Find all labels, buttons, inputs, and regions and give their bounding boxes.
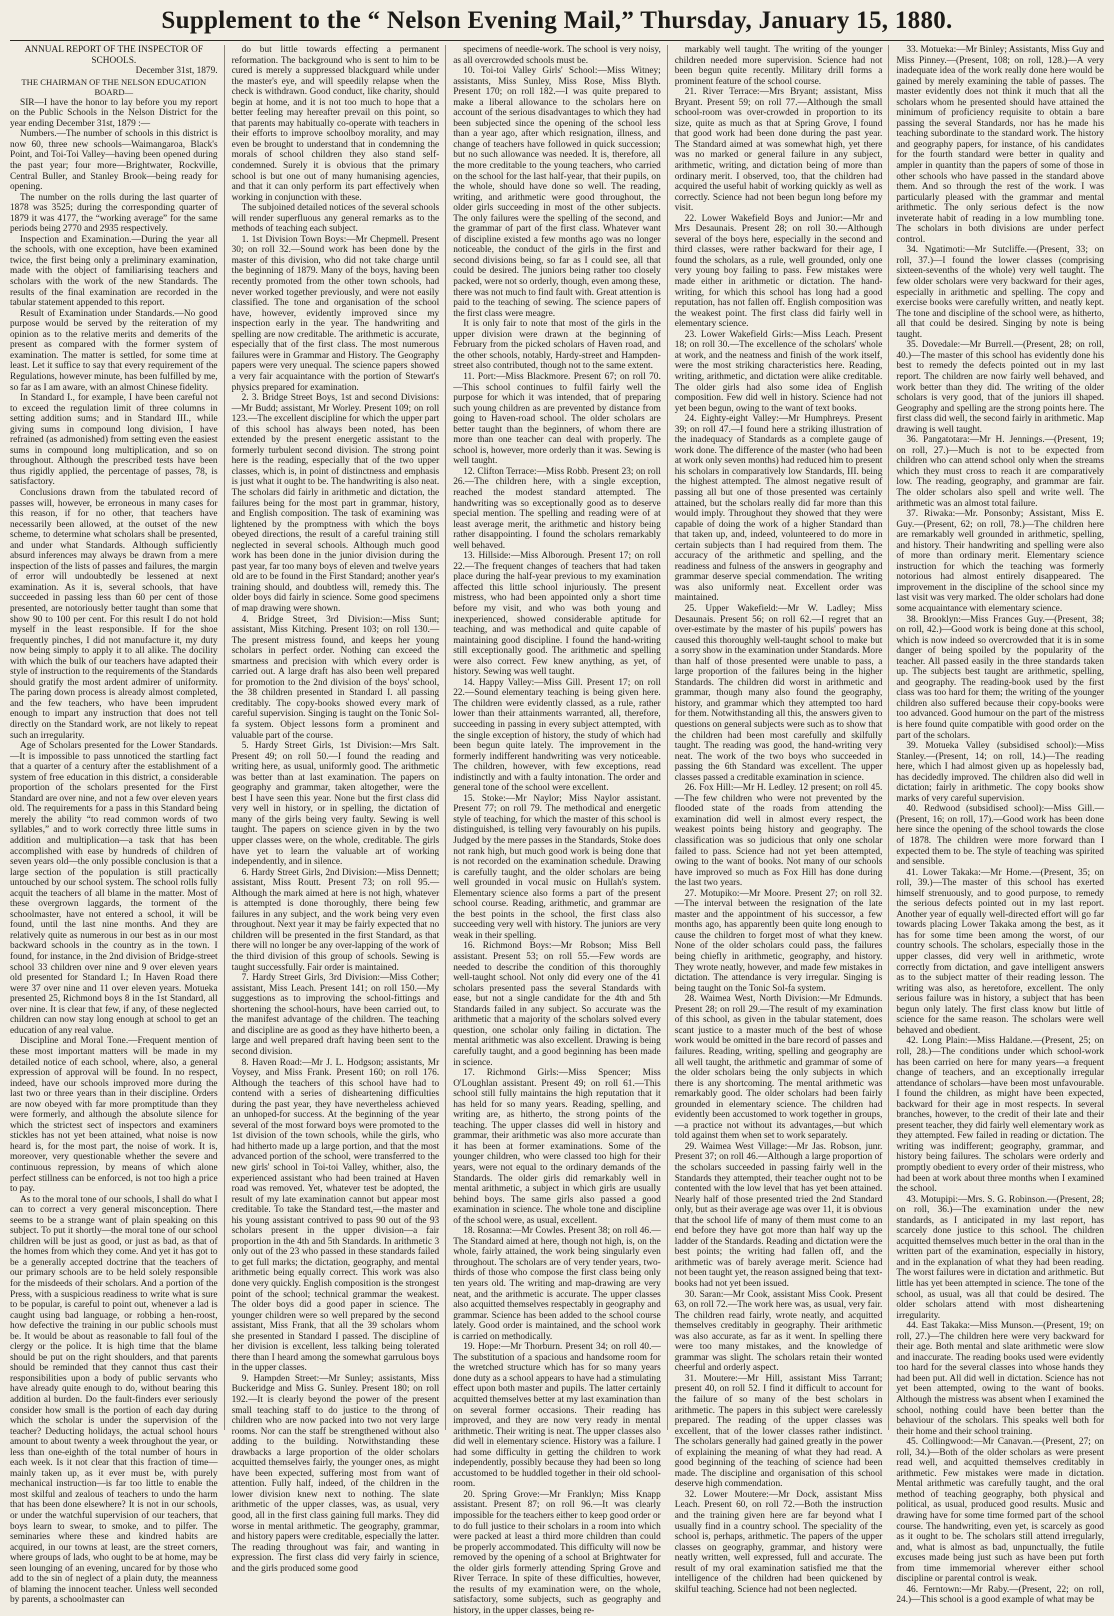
paragraph: Inspection and Examination.—During the year all the schools, with one exception, have been examined twice, the first being only a preliminary examination, made with the object of familiarising teachers and scholars with the work of the new Standards. The results of the final examination are recorded in the tabular statement appended to this report. <box>10 234 218 309</box>
paragraph: As to the moral tone of our schools, I shall do what I can to correct a very general misconception. There seems to be a strange want of plain speaking on this subject. To put it shortly—the moral tone of our school children will be just as good, or just as bad, as that of the homes from which they come. And yet it has got to be a generally accepted doctrine that the teachers of our primary schools are to be held solely responsible for the misdeeds of their scholars. And a portion of the Press, with a suspicious readiness to write what is sure to be popular, is careful to point out, whenever a lad is caught using bad language, or robbing a hen-roost, how defective the training in our public schools must be. It would be about as reasonable to fall foul of the clergy or the police. It is high time that the blame should be put on the right shoulders, and that parents should be reminded that they cannot thus cast their responsibilities upon a body of public servants who have already quite enough to do, without bearing this addition al burden. Do the fault-finders ever seriously consider how small is the portion of each day during which the scholar is under the supervision of the teacher? Deducting holidays, the actual school hours amount to about twenty a week throughout the year, or less than one-eighth of the total number of hours in each week. Is it not clear that this fraction of time—mainly taken up, as it ever must be, with purely mechanical instruction—is far too little to enable the most skilful and zealous of teachers to undo the harm that has been done elsewhere? It is not in our schools, or under the watchful supervision of our teachers, that boys learn to swear, to smoke, and to pilfer. The seminaries where these and kindred habits are acquired, in our towns at least, are the street corners, where groups of lads, who ought to be at home, may be seen lounging of an evening, uncared for by those who add to the sin of neglect of a plain duty, the meanness of blaming the innocent teacher. Unless well seconded by parents, a schoolmaster can <box>10 1194 218 1606</box>
report-heading: ANNUAL REPORT OF THE INSPECTOR OF SCHOOLS. <box>24 45 204 66</box>
report-date: December 31st, 1879. <box>135 66 218 77</box>
paragraph: 43. Motupipi:—Mrs. S. G. Robinson.—(Present, 28; on roll, 36.)—The examination under the new standards, as I anticipated in my last report, has scarcely done justice to this school. The children acquitted themselves much better in the oral than in the written part of the examination, especially in history, and in the explanation of what they had been reading. The worst failures were in dictation and arithmetic. But little has yet been attempted in science. The tone of the school, as usual, was all that could be desired. The older scholars attend with most disheartening irregularity. <box>896 1194 1104 1321</box>
paragraph: 46. Ferntown:—Mr Raby.—(Present, 22; on roll, 24.)—This school is a good example of what may be <box>896 1584 1104 1606</box>
paragraph: 2. 3. Bridge Street Boys, 1st and second Divisions:—Mr Budd; assistant, Mr Worley. Present 109; on roll 123.—The excellent discipline for which the upper part of this school has always been noted, has been extended by the present energetic assistant to the formerly turbulent second division. The strong point here is the reading, especially that of the two upper classes, which is, in point of distinctness and emphasis is just what it ought to be. The handwriting is also neat. The scholars did fairly in arithmetic and dictation, the failures being for the most part in grammar, history, and English composition. The task of examining was lightened by the promptness with which the boys obeyed directions, the result of a careful training still neglected in several schools. Although much good work has been done in the junior division during the past year, far too many boys of eleven and twelve years old are to be found in the First Standard; another year's training should, and doubtless will, remedy this. The older boys did fairly in science. Some good specimens of map drawing were shown. <box>231 393 440 614</box>
paragraph: The subjoined detailed notices of the several schools will render superfluous any general remarks as to the methods of teaching each subject. <box>231 203 440 235</box>
paragraph: 38. Brooklyn:—Miss Frances Guy.—(Present, 38; on roll, 42.)—Good work is being done at this school, which is now indeed so overcrowded that it is in some danger of being spoiled by the popularity of the teacher. All passed easily in the three standards taken up. The subjects best taught are arithmetic, spelling, and geography. The reading-book used by the first class was too hard for them; the writing of the younger children also suffered because their copy-books were too advanced. Good humour on the part of the mistress is here found quite compatible with good order on the part of the scholars. <box>896 614 1104 741</box>
paragraph: 13. Hillside:—Miss Alborough. Present 17; on roll 22.—The frequent changes of teachers that had taken place during the half-year previous to my examination affected this little school injuriously. The present mistress, who had been appointed only a short time before my visit, and who was both young and inexperienced, showed considerable aptitude for teaching, and was methodical and quite capable of maintaining good discipline. I found the hand-writing still exceptionally good. The arithmetic and spelling were also correct. Few knew anything, as yet, of history. Sewing was well taught. <box>453 551 661 678</box>
paragraph: 28. Waimea West, North Division:—Mr Edmunds. Present 28; on roll 29.—The result of my examination of this school, as given in the tabular statement, does scant justice to a master much of the best of whose work would be omitted in the bare record of passes and failures. Reading, writing, spelling and geography are all well taught, the arithmetic and grammar of some of the older scholars being the only subjects in which there is any shortcoming. The mental arithmetic was remarkably good. The older scholars had been fairly grounded in elementary science. The children had evidently been accustomed to work together in groups,—a practice not without its advantages,—but which told against them when set to work separately. <box>674 994 883 1142</box>
paragraph: 29. Waimea West Village:—Mr Jas. Robson, junr. Present 37; on roll 46.—Although a large proportion of the scholars succeeded in passing fairly well in the Standards they attempted, their teacher ought not to be contented with the low level that has yet been attained. Nearly half of those presented tried the 2nd Standard only, but as their average age was over 11, it is obvious that the school life of many of them must come to an end before they have got more than half way up the ladder of the Standards. Reading and dictation were the best points; the writing had fallen off, and the arithmetic was of barely average merit. Science had not been taught yet, the reason assigned being that text-books had not yet been issued. <box>674 1141 883 1289</box>
paragraph: 20. Spring Grove:—Mr Franklyn; Miss Knapp assistant. Present 87; on roll 96.—It was clearly impossible for the teachers either to keep good order or to do full justice to their scholars in a room into which were packed at least a third more children than could be properly accommodated. This difficulty will now be removed by the opening of a school at Brightwater for the older girls formerly attending Spring Grove and River Terrace. In spite of these difficulties, however, the results of my examination were, on the whole, satisfactory, some subjects, such as geography and history, in the upper classes, being re- <box>453 1489 661 1616</box>
paragraph: 16. Richmond Boys:—Mr Robson; Miss Bell assistant. Present 53; on roll 55.—Few words are needed to describe the condition of this thoroughly well-taught school. Not only did every one of the 41 scholars presented pass the several Standards with ease, but not a single candidate for the 4th and 5th Standards failed in any subject. So accurate was the arithmetic that a majority of the scholars solved every question, one scholar only failing in dictation. The mental arithmetic was also excellent. Drawing is being carefully taught, and a good beginning has been made in science. <box>453 941 661 1068</box>
column-1 <box>10 45 225 1606</box>
paragraph: do but little towards effecting a permanent reformation. The background who is sent to him to be cured is merely a suppressed blackguard while under the master's eye, and will speedily relapse when the check is withdrawn. Good conduct, like charity, should begin at home, and it is not too much to hope that a better feeling may hereafter prevail on this point, so that parents may habitually co-operate with teachers in their efforts to improve schoolboy morality, and may even be brought to understand that in condemning the morals of school children they also stand self-condemned. Surely it is obvious that the primary school is but one out of many humanising agencies, and that it can only perform its part effectively when working in conjunction with these. <box>231 45 440 203</box>
paragraph: SIR—I have the honor to lay before you my report on the Public Schools in the Nelson District for the year ending December 31st, 1879 :— <box>10 97 218 129</box>
paragraph: 42. Long Plain:—Miss Haldane.—(Present, 25; on roll, 28.)—The conditions under which school-work has been carried on here for many years—a frequent change of teachers, and an exceptionally irregular attendance of scholars—have been most unfavourable. I found the children, as might have been expected, backward for their age in most respects. In several branches, however, to the credit of their late and their present teacher, they did fairly well elementary work as they attempted. Few failed in reading or dictation. The writing was indifferent; geography, grammar, and history being failures. The scholars were orderly and promptly obedient to every order of their mistress, who had been at work about three months when I examined the school. <box>896 1036 1104 1195</box>
column-2 <box>231 45 447 1574</box>
paragraph: 1. 1st Division Town Boys:—Mr Chepmell. Present 30; on roll 32.—Sound work has been done by the master of this division, who did not take charge until the beginning of 1879. Many of the boys, having been recently promoted from the other town schools, had never worked together previously, and were not easily classified. The tone and organisation of the school have, however, evidently improved since my inspection early in the year. The handwriting and spelling are now creditable. The arithmetic is accurate, especially that of the first class. The most numerous failures were in Grammar and History. The Geography papers were very unequal. The science papers showed a very fair acquaintance with the portion of Stewart's physics prepared for examination. <box>231 234 440 393</box>
paragraph: 34. Ngatimoti:—Mr Sutcliffe.—(Present, 33; on roll, 37.)—I found the lower classes (comprising sixteen-sevenths of the whole) very well taught. The few older scholars were very backward for their ages, especially in arithmetic and spelling. The copy and exercise books were carefully written, and neatly kept. The tone and discipline of the school were, as hitherto, all that could be desired. Singing by note is being taught. <box>896 245 1104 340</box>
paragraph: specimens of needle-work. The school is very noisy, as all overcrowded schools must be. <box>453 45 661 66</box>
paragraph: 11. Port:—Miss Blackmore. Present 67; on roll 70.—This school continues to fulfil fairly well the purpose for which it was intended, that of preparing such young children as are prevented by distance from going to Haven-road school. The older scholars are better taught than the beginners, of whom there are more than one teacher can deal with properly. The school is, however, more orderly than it was. Sewing is well taught. <box>453 371 661 467</box>
paragraph: It is only fair to note that most of the girls in the upper division were drawn at the beginning of February from the picked scholars of Haven road, and the other schools, notably, Hardy-street and Hampden-street also contributed, though not to the same extent. <box>453 319 661 372</box>
paragraph: 31. Moutere:—Mr Hill, assistant Miss Tarrant; present 40, on roll 52. I find it difficult to account for the failure of so many of the best scholars in arithmetic. The papers in this subject were carelessly prepared. The reading of the upper classes was excellent, that of the lower classes rather indistinct. The scholars generally had gained greatly in the power of explaining the meaning of what they had read. A good beginning of the teaching of science had been made. The discipline and organisation of this school deserve high commendation. <box>674 1373 883 1490</box>
paragraph: 8. Haven Road:—Mr J. L. Hodgson; assistants, Mr Voysey, and Miss Frank. Present 160; on roll 176. Although the teachers of this school have had to contend with a series of disheartening difficulties during the past year, they have nevertheless achieved an unhoped-for success. At the beginning of the year several of the most forward boys were promoted to the 1st division of the town schools, while the girls, who had hitherto made up a large portion, and that the most advanced portion of the school, were transferred to the new girls' school in Toi-toi Valley, whither, also, the experienced assistant who had been trained at Haven road was removed. Yet, whatever test be adopted, the result of my late examination cannot but appear most creditable. To take the Standard test,—the master and his young assistant contrived to pass 90 out of the 93 scholars present in the upper division—a fair proportion in the 4th and 5th Standards. In arithmetic 3 only out of the 23 who passed in these standards failed to get full marks; the dictation, geography, and mental arithmetic being equally correct. This work was also done very quickly. English composition is the strongest point of the school; technical grammar the weakest. The older boys did a good paper in science. The younger children were so well prepared by the second assistant, Miss Frank, that all the 39 scholars whom she presented in Standard I passed. The discipline of her division is excellent, less talking being tolerated there than I heard among the somewhat garrulous boys in the upper classes. <box>231 1057 440 1374</box>
paragraph: Age of Scholars presented for the Lower Standards.—It is impossible to pass unnoticed the startling fact that a quarter of a century after the establishment of a system of free education in this district, a considerable proportion of the scholars presented for the First Standard are over nine, and not a few over eleven years old. The requirements for a pass in this Standard being merely the ability “to read common words of two syllables,” and to work correctly three little sums in addition and multiplication—a task that has been accomplished with ease by hundreds of children of seven years old—the only possible conclusion is that a large section of the population is still practically untouched by our school system. The school rolls fully acquit the teachers of all blame in the matter. Most of these overgrown laggards, the torment of the schoolmaster, have not entered a school, it will be found, until the last nine months. And they are relatively quite as numerous in our best as in our most backward schools in the country as in the town. I found, for instance, in the 2nd division of Bridge-street school 33 children over nine and 9 over eleven years old presented for Standard I.; In Haven Road there were 37 over nine and 11 over eleven years. Motueka presented 25, Richmond boys 8 in the 1st Standard, all over nine. It is clear that few, if any, of these neglected children can now stay long enough at school to get an education of any real value. <box>10 741 218 1036</box>
paragraph: 30. Saran:—Mr Cook, assistant Miss Cook. Present 63, on roll 72.—The work here was, as usual, very fair. The children read fairly, wrote neatly, and acquitted themselves creditably in geography. Their arithmetic was also accurate, as far as it went. In spelling there were too many mistakes, and the knowledge of grammar was slight. The scholars retain their wonted cheerful and orderly aspect. <box>674 1289 883 1374</box>
paragraph: 35. Dovedale:—Mr Burrell.—(Present, 28; on roll, 40.)—The master of this school has evidently done his best to remedy the defects pointed out in my last report. The children are now fairly well behaved, and work better than they did. The writing of the older scholars is very good, that of the juniors ill shaped. Geography and spelling are the strong points here. The first class did well, the second fairly in arithmetic. Map drawing is well taught. <box>896 340 1104 435</box>
column-5 <box>896 45 1104 1606</box>
paragraph: 44. East Takaka:—Miss Munson.—(Present, 19; on roll, 27.)—The children here were very backward for their age. Both mental and slate arithmetic were slow and inaccurate. The reading books used were evidently too hard for the several classes into whose hands they had been put. All did well in dictation. Science has not yet been attempted, owing to the want of books. Although the mistress was absent when I examined the school, nothing could have been better than the behaviour of the scholars. This speaks well both for their home and their school training. <box>896 1321 1104 1437</box>
masthead-rule <box>10 40 1104 41</box>
paragraph: 9. Hampden Street:—Mr Sunley; assistants, Miss Buckeridge and Miss G. Sunley. Present 180; on roll 192.—It is clearly beyond the power of the present small teaching staff to do justice to the throng of children who are now packed into two not very large rooms. Nor can the staff be strengthened without also adding to the building. Notwithstanding these drawbacks a large proportion of the older scholars acquitted themselves fairly, the younger ones, as might have been expected, suffering most from want of attention. Fully half, indeed, of the children in the lower division knew next to nothing. The slate arithmetic of the upper classes, was, as usual, very good, all in the first class gaining full marks. They did worse in mental arithmetic. The geography, grammar, and history papers were creditable, especially the latter. The reading throughout was fair, and wanting in expression. The first class did very fairly in science, and the girls produced some good <box>231 1373 440 1574</box>
paragraph: 6. Hardy Street Girls, 2nd Division:—Miss Dennett; assistant, Miss Routt. Present 73; on roll 95.—Although the mark aimed at here is not high, whatever is attempted is done thoroughly, there being few failures in any subject, and the work being very even throughout. Next year it may be fairly expected that no children will be presented in the first Standard, as that there will no longer be any over-lapping of the work of the third division of this group of schools. Sewing is taught successfully. Fair order is maintained. <box>231 867 440 973</box>
paragraph: 15. Stoke:—Mr Naylor; Miss Naylor assistant. Present 77; on roll 79. The methodical and energetic style of teaching, for which the master of this school is distinguished, is telling very favourably on his pupils. Judged by the mere passes in the Standards, Stoke does not rank high, but much good work is being done that is not recorded on the examination schedule. Drawing is carefully taught, and the older scholars are being well grounded in vocal music on Hullah's system. Elementary science also forms a part of the present school course. Reading, arithmetic, and grammar are the best points in the school, the first class also succeeding very well with history. The juniors are very weak in their spelling. <box>453 793 661 941</box>
paragraph: Conclusions drawn from the tabulated record of passes will, however, be erroneous in many cases for this reason, if for no other, that teachers have necessarily been allowed, at the outset of the new scheme, to determine what scholars shall be presented, and under what Standards. Although sufficiently absurd inferences may always be drawn from a mere inspection of the lists of passes and failures, the margin of error will undoubtedly be lessened at next examination. As it is, several schools, that have succeeded in passing less than 60 per cent of those presented, are notoriously better taught than some that show 90 to 100 per cent. For this result I do not hold myself in the least responsible. If for the shoe frequently pinches, I did not manufacture it, my duty now being simply to apply it to all alike. The docility with which the bulk of our teachers have adapted their style of instruction to the requirements of the Standards should gratify the most ardent admirer of uniformity. The paring down process is already almost completed, and the few teachers, who have been imprudent enough to impart any instruction that does not tell directly on the Standard work, are not likely to repeat such an irregularity. <box>10 487 218 741</box>
paragraph: 36. Pangatotara:—Mr H. Jennings.—(Present, 19; on roll, 27.)—Much is not to be expected from children who can attend school only when the streams which they must cross to reach it are comparatively low. The reading, geography, and grammar are fair. The older scholars also spell and write well. The arithmetic was an almost total failure. <box>896 435 1104 509</box>
paragraph: 27. Motupiko:—Mr Moore. Present 27; on roll 32.—The interval between the resignation of the late master and the appointment of his successor, a few months ago, has apparently been quite long enough to cause the children to forget most of what they knew. None of the older scholars could pass, the failures being chiefly in arithmetic, geography, and history. They wrote neatly, however, and made few mistakes in dictation. The attendance is very irregular. Singing is being taught on the Tonic Sol-fa system. <box>674 888 883 994</box>
masthead: Supplement to the “ Nelson Evening Mail,” Thursday, January 15, 1880. <box>161 7 953 34</box>
paragraph: 39. Motueka Valley (subsidised school):—Miss Stanley.—(Present, 14; on roll, 14.)—The reading here, which I had almost given up as hopelessly bad, has decidedly improved. The children also did well in dictation; fairly in arithmetic. The copy books show marks of very careful supervision. <box>896 741 1104 804</box>
paragraph: 23. Lower Wakefield Girls:—Miss Leach. Present 18; on roll 30.—The excellence of the scholars' whole at work, and the neatness and finish of the work itself, were the most striking characteristics here. Reading, writing, arithmetic, and dictation were alike creditable. The older girls had also some idea of English composition. Few did well in history. Science had not yet been begun, owing to the want of text books. <box>674 329 883 414</box>
paragraph: 26. Fox Hill:—Mr H. Ledley. 12 present; on roll 45.—The few children who were not prevented by the flooded state of the roads from attending the examination did well in almost every respect, the weakest points being history and geography. The classification was so judicious that only one scholar failed to pass. Science had not yet been attempted, owing to the want of books. Not many of our schools have improved so much as Fox Hill has done during the last two years. <box>674 783 883 889</box>
paragraph: 21. River Terrace:—Mrs Bryant; assistant, Miss Bryant. Present 59; on roll 77.—Although the small school-room was over-crowded in proportion to its size, quite as much as that at Spring Grove, I found that good work had been done during the past year. The Standard aimed at was somewhat high, yet there was no marked or general failure in any subject, arithmetic, writing, and dictation being of more than ordinary merit. I observed, too, that the children had acquired the useful habit of working quickly as well as correctly. Science had not been begun long before my visit. <box>674 87 883 214</box>
paragraph: The number on the rolls during the last quarter of 1878 was 3525; during the corresponding quarter of 1879 it was 4177, the “working average” for the same periods being 2770 and 2935 respectively. <box>10 192 218 235</box>
paragraph: 12. Clifton Terrace:—Miss Robb. Present 23; on roll 26.—The children here, with a single exception, reached the modest standard attempted. The handwriting was so exceptionally good as to deserve special mention. The spelling and reading were of at least average merit, the arithmetic and history being rather disappointing. I found the scholars remarkably well behaved. <box>453 466 661 551</box>
column-4 <box>674 45 890 1595</box>
paragraph: 5. Hardy Street Girls, 1st Division:—Mrs Salt. Present 49; on roll 50.—I found the reading and writing here, as usual, uniformly good. The arithmetic was better than at last examination. The papers on geography and grammar, taken altogether, were the best I have seen this year. None but the first class did very well in history, or in spelling, the dictation of many of the girls being very faulty. Sewing is well taught. The papers on science given in by the two upper classes were, on the whole, creditable. The girls have yet to learn the valuable art of working independently, and in silence. <box>231 741 440 868</box>
paragraph: 37. Riwaka:—Mr. Ponsonby; Assistant, Miss E. Guy.—(Present, 62; on roll, 78.)—The children here are remarkably well grounded in arithmetic, spelling, and history. Their handwriting and spelling were also of more than ordinary merit. Elementary science instruction for which the teaching was formerly notorious had almost entirely disappeared. The improvement in the discipline of the school since my last visit was very marked. The older scholars had done some acquaintance with elementary science. <box>896 509 1104 614</box>
paragraph: 14. Happy Valley:—Miss Gill. Present 17; on roll 22.—Sound elementary teaching is being given here. The children were evidently classed, as a rule, rather lower than their attainments warranted, all, therefore, succeeding in passing in every subject attempted, with the single exception of history, the study of which had been begun quite lately. The improvement in the formerly indifferent handwriting was very noticeable. The children, however, with few exceptions, read indistinctly and with a faulty intonation. The order and general tone of the school were excellent. <box>453 677 661 794</box>
paragraph: 18. Rosanna:—Mr Cowles. Present 38; on roll 46.—The Standard aimed at here, though not high, is, on the whole, fairly attained, the work being singularly even throughout. The scholars are of very tender years, two-thirds of those who compose the first class being only ten years old. The writing and map-drawing are very neat, and the arithmetic is accurate. The upper classes also acquitted themselves respectably in geography and grammar. Science has been added to the school course lately. Good order is maintained, and the school work is carried on methodically. <box>453 1226 661 1342</box>
paragraph: 45. Collingwood:—Mr Canavan.—(Present, 27; on roll, 34.)—Both of the older scholars as were present read well, and acquitted themselves creditably in arithmetic. Few mistakes were made in dictation. Mental arithmetic was carefully taught, and the oral method of teaching geography, both physical and political, as usual, produced good results. Music and drawing have for some time formed part of the school course. The handwriting, even yet, is scarcely as good as it ought to be. The scholars still attend irregularly, and, what is almost as bad, unpunctually, the futile excuses made being just such as have been put forth from time immemorial wherever either school discipline or parental control is weak. <box>896 1437 1104 1585</box>
paragraph: 4. Bridge Street, 3rd Division:—Miss Sunt; assistant, Miss Kitching. Present 103; on roll 130.—The present mistress found, and keeps her young scholars in perfect order. Nothing can exceed the smartness and precision with which every order is carried out. A large draft has also been well prepared for promotion to the 2nd division of the boys' school, the 38 children presented in Standard I. all passing creditably. The copy-books showed every mark of careful supervision. Singing is taught on the Tonic Sol-fa system. Object lessons form a prominent and valuable part of the course. <box>231 614 440 741</box>
paragraph: 40. Redwood (subsidised school):—Miss Gill.—(Present, 16; on roll, 17).—Good work has been done here since the opening of the school towards the close of 1878. The children were more forward than I expected them to be. The style of teaching was spirited and sensible. <box>896 804 1104 868</box>
paragraph: 32. Lower Moutere:—Mr Dock, assistant Miss Leach. Present 60, on roll 72.—Both the instruction and the training given here are far beyond what I usually find in a country school. The speciality of the school is, perhaps, arithmetic. The papers of the upper classes on geography, grammar, and history were neatly written, well expressed, full and accurate. The result of my oral examination satisfied me that the intelligence of the children had been quickened by skilful teaching. Science had not been neglected. <box>674 1489 883 1595</box>
paragraph: 10. Toi-toi Valley Girls' School:—Miss Witney; assistants, Miss Sunley, Miss Rose, Miss Blyth. Present 170; on roll 182.—I was quite prepared to make a liberal allowance to the scholars here on account of the serious disadvantages to which they had been subjected since the opening of the school less than a year ago, after which resignation, illness, and change of teachers have followed in quick succession; but no such allowance was needed. It is, therefore, all the more creditable to the young teachers, who carried on the school for the last half-year, that their pupils, on the whole, should have done so well. The reading, writing, and arithmetic were good throughout, the older girls succeeding in most of the other subjects. The only failures were the spelling of the second, and the grammar of part of the first class. Whatever want of discipline existed a few months ago was no longer noticeable, the conduct of the girls in the first and second divisions being, so far as I could see, all that could be desired. The juniors being rather too closely packed, were not so orderly, though, even among these, there was not much to find fault with. Great attention is paid to the teaching of sewing. The science papers of the first class were meagre. <box>453 66 661 319</box>
paragraph: 22. Lower Wakefield Boys and Junior:—Mr and Mrs Desaunais. Present 28; on roll 30.—Although several of the boys here, especially in the second and third classes, were rather backward for their age, I found the scholars, as a rule, well grounded, only one very young boy failing to pass. Few mistakes were made either in arithmetic or dictation. The hand-writing, for which this school has long had a good reputation, has not fallen off. English composition was the weakest point. The first class did fairly well in elementary science. <box>674 213 883 330</box>
paragraph: 17. Richmond Girls:—Miss Spencer; Miss O'Loughlan assistant. Present 49; on roll 61.—This school still fully maintains the high reputation that it has held for so many years. Reading, spelling, and writing are, as hitherto, the strong points of the teaching. The upper classes did well in history and grammar, their arithmetic was also more accurate than it has been at former examinations. Some of the younger children, who were classed too high for their years, were not equal to the ordinary demands of the Standards. The older girls did remarkably well in mental arithmetic, a subject in which girls are usually behind boys. The same girls also passed a good examination in science. The whole tone and discipline of the school were, as usual, excellent. <box>453 1068 661 1226</box>
paragraph: 33. Motueka:—Mr Binley; Assistants, Miss Guy and Miss Pinney.—(Present, 108; on roll, 128.)—A very inadequate idea of the work really done here would be gained by merely examining the table of passes. The master evidently does not think it much that all the scholars whom he presented should have attained the minimum of proficiency requisite to obtain a bare passing the several Standards, nor has he made his teaching subordinate to the standard work. The history and geography papers, for instance, of his candidates for the fourth standard were better in quality and ampler in quantity than the papers of some of those in other schools who have passed in the standard above them. And so through the rest of the work. I was particularly pleased with the grammar and mental arithmetic. The only serious defect is the now inveterate habit of reading in a low mumbling tone. The scholars in both divisions are under perfect control. <box>896 45 1104 245</box>
paragraph: 19. Hope:—Mr Thorburn. Present 34; on roll 40.—The substitution of a spacious and handsome room for the wretched structure which has for so many years done duty as a school appears to have had a stimulating effect upon both master and pupils. The latter certainly acquitted themselves better at my last examination than on several former occasions. Their reading has improved, and they are now very ready in mental arithmetic. Their writing is neat. The upper classes also did well in elementary science. History was a failure. I had some difficulty in getting the children to work independently, possibly because they had been so long accustomed to be huddled together in their old school-room. <box>453 1342 661 1490</box>
paragraph: Result of Examination under Standards.—No good purpose would be served by the reiteration of my opinion as to the relative merits and demerits of the present as compared with the former system of examination. The matter is settled, for some time at least. Let it suffice to say that every requirement of the Regulations, however minute, has been fulfilled by me, so far as I am aware, with an almost Chinese fidelity. <box>10 308 218 393</box>
addressee: THE CHAIRMAN OF THE NELSON EDUCATION BOARD— <box>21 76 207 98</box>
paragraph: markably well taught. The writing of the younger children needed more supervision. Science had not been begun quite recently. Military drill forms a prominent feature of the school course. <box>674 45 883 87</box>
paragraph: Discipline and Moral Tone.—Frequent mention of these most important matters will be made in my detailed notice of each school, where, also, a general expression of approval will be found. In no respect, indeed, have our schools improved more during the last two or three years than in their discipline. Orders are now obeyed with far more promptitude than they were formerly, and although the absolute silence for which the strictest sect of inspectors and examiners stickles has not yet been attained, what noise is now heard is, for the most part, the noise of work. It is, moreover, very questionable whether the severe and continuous repression, by means of which alone perfect stillness can be enforced, is not too high a price to pay. <box>10 1036 218 1195</box>
columns <box>10 45 1104 1616</box>
paragraph: 24. Eighty-eight Valley:—Mr Humphreys. Present 39; on roll 47.—I found here a striking illustration of the inadequacy of Standards as a complete gauge of work done. The difference of the master (who had been at work only seven months) had reduced him to present his scholars in comparatively low Standards, III. being the highest attempted. The almost negative result of passing all but one of those presented was certainly attained, but the scholars really did far more than this would imply. Throughout they showed that they were capable of doing the work of a higher Standard than that taken up, and, indeed, volunteered to do more in certain subjects than I had required from them. The accuracy of the arithmetic and spelling, and the readiness and fulness of the answers in geography and grammar deserve special commendation. The writing was also uniformly neat. Excellent order was maintained. <box>674 414 883 604</box>
paragraph: Numbers.—The number of schools in this district is now 60, three new schools—Waimangaroa, Black's Point, and Toi-Toi Valley—having been opened during the past year; four more—Brightwater, Rockville, Central Buller, and Stanley Brook—being ready for opening. <box>10 129 218 193</box>
column-3 <box>453 45 668 1616</box>
paragraph: In Standard I., for example, I have been careful not to exceed the regulation limit of three columns in setting addition sums; and in Standard III., while giving sums in compound long division, I have refrained (as admonished) from setting even the easiest sums in compound long multiplication, and so on throughout. Although the prescribed tests have been thus rigidly applied, the percentage of passes, 78, is satisfactory. <box>10 393 218 488</box>
paragraph: 25. Upper Wakefield:—Mr W. Ladley; Miss Desaunais. Present 56; on roll 62.—I regret that an over-estimate by the master of his pupils' powers has caused this thoroughly well-taught school to make but a sorry show in the examination under Standards. More than half of those presented were unable to pass, a large proportion of the failures being in the higher Standards. The children did worst in arithmetic and grammar, though many also found the geography, history, and grammar which they attempted too hard for them. Notwithstanding all this, the answers given to questions on general subjects were such as to show that the children had been most carefully and skilfully taught. The reading was good, the hand-writing very neat. The work of the two boys who succeeded in passing the 6th Standard was excellent. The upper classes passed a creditable examination in science. <box>674 603 883 783</box>
paragraph: 7. Hardy Street Girls, 3rd Division:—Miss Cother; assistant, Miss Leach. Present 141; on roll 150.—My suggestions as to improving the school-fittings and shortening the school-hours, have been carried out, to the manifest advantage of the children. The teaching and discipline are as good as they have hitherto been, a large and well prepared draft having been sent to the second division. <box>231 973 440 1057</box>
paragraph: 41. Lower Takaka:—Mr Home.—(Present, 35; on roll, 39.)—The master of this school has exerted himself strenuously, and to good purpose, to remedy the serious defects pointed out in my last report. Another year of equally well-directed effort will go far towards placing Lower Takaka among the best, as it has for some time been among the worst, of our country schools. The scholars, especially those in the upper classes, did very well in arithmetic, wrote correctly from dictation, and gave intelligent answers as to the subject matter of their reading lesson. The writing was also, as heretofore, excellent. The only serious failure was in history, a subject that has been begun only lately. The first class know but little of science for the same reason. The scholars were well behaved and obedient. <box>896 867 1104 1036</box>
